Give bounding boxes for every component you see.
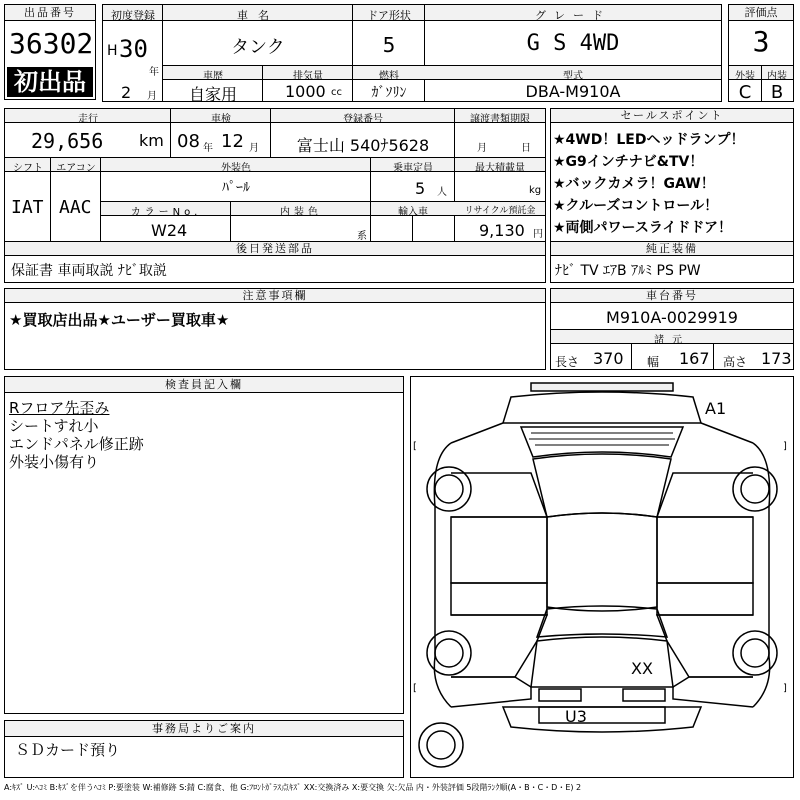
first-listing-badge: 初出品 <box>7 67 93 97</box>
specs-label: 諸元 <box>654 335 690 346</box>
door-count: 5 <box>382 33 396 57</box>
transfer-doc-label: 譲渡書類期限 <box>470 114 530 125</box>
capacity: 5 <box>415 179 426 198</box>
chassis-no: M910A-0029919 <box>606 308 738 327</box>
fuel-label: 燃料 <box>379 71 399 82</box>
genuine-equipment-box <box>550 241 794 283</box>
aircon: AAC <box>59 197 92 218</box>
int-color-unit: 系 <box>357 231 367 242</box>
first-reg-month-unit: 月 <box>147 91 157 102</box>
interior-label: 内装 <box>767 71 787 82</box>
lot-number-box <box>4 4 96 100</box>
office-message: ＳＤカード預り <box>15 741 121 759</box>
width: 167 <box>679 349 710 368</box>
sales-point-1: ★4WD！LEDヘッドランプ！ <box>553 132 745 148</box>
damage-mark-front: A1 <box>705 399 727 418</box>
score-label: 評価点 <box>729 5 793 21</box>
sales-point-4: ★クルーズコントロール！ <box>553 198 719 214</box>
sales-points-label: セールスポイント <box>551 109 793 123</box>
displacement-unit: cc <box>331 87 342 98</box>
aircon-label: エアコン <box>56 163 96 174</box>
office-box <box>4 720 404 778</box>
shift-label: シフト <box>13 163 43 174</box>
ext-color: ﾊﾟｰﾙ <box>222 180 250 196</box>
mileage: 29,656 <box>31 129 104 153</box>
reg-no-label: 登録番号 <box>343 114 383 125</box>
sales-point-5: ★両側パワースライドドア！ <box>553 220 733 236</box>
sales-points-box <box>550 108 794 242</box>
lot-number-label: 出品番号 <box>5 5 95 21</box>
notes: ★買取店出品★ユーザー買取車★ <box>9 311 230 329</box>
bracket-right-1: ] <box>783 441 787 452</box>
damage-diagram <box>410 376 794 778</box>
recycle-amount: 9,130 <box>479 221 525 240</box>
inspection-year-unit: 年 <box>203 143 213 154</box>
damage-mark-rear-right: XX <box>631 659 653 678</box>
transfer-month-unit: 月 <box>477 143 487 154</box>
inspection-year: 08 <box>177 131 200 152</box>
capacity-unit: 人 <box>437 187 447 198</box>
width-label: 幅 <box>647 355 660 369</box>
office-label: 事務局よりご案内 <box>5 721 403 737</box>
grade: G S 4WD <box>526 31 620 56</box>
capacity-label: 乗車定員 <box>393 163 433 174</box>
length-label: 長さ <box>555 355 580 369</box>
grade-label: グレード <box>535 9 611 22</box>
vehicle-info-box <box>102 4 722 102</box>
sales-point-3: ★バックカメラ！GAW！ <box>553 176 715 192</box>
max-load-label: 最大積載量 <box>475 163 525 174</box>
mileage-unit: km <box>139 131 164 150</box>
exterior-label: 外装 <box>735 71 755 82</box>
notes-box <box>4 288 546 370</box>
car-name: タンク <box>231 37 285 58</box>
damage-mark-rear: U3 <box>565 707 587 726</box>
later-parts: 保証書 車両取説 ﾅﾋﾞ取説 <box>11 263 167 279</box>
later-parts-box <box>4 241 546 283</box>
bracket-left-2: [ <box>413 683 417 694</box>
model: DBA-M910A <box>525 82 621 101</box>
detail-grid <box>4 108 546 242</box>
legend: A:ｷｽﾞ U:ﾍｺﾐ B:ｷｽﾞを伴うﾍｺﾐ P:要塗装 W:補修跡 S:錆 C:腐食、他 G:ﾌﾛﾝﾄｶﾞﾗｽ点ｷｽﾞ XX:交換済み X:要交換 欠:欠品 内・外装評価 5段階ﾗﾝｸ順(A・B・C・D・E) 2 <box>4 783 582 792</box>
score-box <box>728 4 794 102</box>
mileage-label: 走行 <box>78 114 98 125</box>
sales-point-2: ★G9インチナビ&TV！ <box>553 154 704 170</box>
ext-color-label: 外装色 <box>221 163 251 174</box>
lot-number: 36302 <box>9 27 94 60</box>
car-diagram <box>411 377 793 777</box>
later-parts-label: 後日発送部品 <box>5 242 545 256</box>
inspector-note-1: Rフロア先歪み <box>9 399 110 417</box>
exterior-score: C <box>738 82 752 103</box>
color-no-label: カラーNo. <box>130 207 202 218</box>
inspection-label: 車検 <box>211 114 231 125</box>
first-reg-era: H <box>107 43 118 59</box>
color-no: W24 <box>151 221 188 240</box>
inspector-note-3: エンドパネル修正跡 <box>9 435 144 453</box>
first-reg-year: 30 <box>119 35 148 63</box>
notes-label: 注意事項欄 <box>5 289 545 303</box>
model-label: 型式 <box>563 71 583 82</box>
history-label: 車歴 <box>203 71 223 82</box>
genuine-equipment-label: 純正装備 <box>551 242 793 256</box>
overall-score: 3 <box>752 25 770 58</box>
car-name-label: 車名 <box>237 9 279 22</box>
inspector-note-2: シートすれ小 <box>9 417 99 435</box>
inspector-box <box>4 376 404 714</box>
first-reg-month: 2 <box>121 83 132 102</box>
inspector-note-4: 外装小傷有り <box>9 453 100 471</box>
displacement: 1000 <box>285 82 326 101</box>
genuine-equipment: ﾅﾋﾞ TV ｴｱB ｱﾙﾐ PS PW <box>555 263 701 279</box>
history: 自家用 <box>188 85 237 104</box>
interior-score: B <box>770 82 784 103</box>
bracket-right-2: ] <box>783 683 787 694</box>
first-reg-label: 初度登録 <box>111 9 155 22</box>
height-label: 高さ <box>723 355 748 369</box>
int-color-label: 内装色 <box>280 207 322 218</box>
transfer-day-unit: 日 <box>521 143 531 154</box>
inspector-label: 検査員記入欄 <box>5 377 403 393</box>
chassis-box <box>550 288 794 370</box>
recycle-label: リサイクル預託金 <box>464 206 536 216</box>
height: 173 <box>761 349 792 368</box>
reg-no: 富士山 540ﾅ5628 <box>296 136 430 155</box>
max-load-unit: kg <box>529 185 542 196</box>
door-label: ドア形状 <box>367 9 411 22</box>
inspection-month-unit: 月 <box>249 143 259 154</box>
chassis-label: 車台番号 <box>551 289 793 303</box>
first-reg-year-unit: 年 <box>149 67 159 78</box>
inspection-month: 12 <box>221 131 244 152</box>
length: 370 <box>593 349 624 368</box>
import-label: 輸入車 <box>398 207 428 218</box>
recycle-unit: 円 <box>533 229 543 240</box>
shift: IAT <box>11 197 44 218</box>
displacement-label: 排気量 <box>293 71 323 82</box>
bracket-left-1: [ <box>413 441 417 452</box>
fuel: ｶﾞｿﾘﾝ <box>371 85 407 101</box>
